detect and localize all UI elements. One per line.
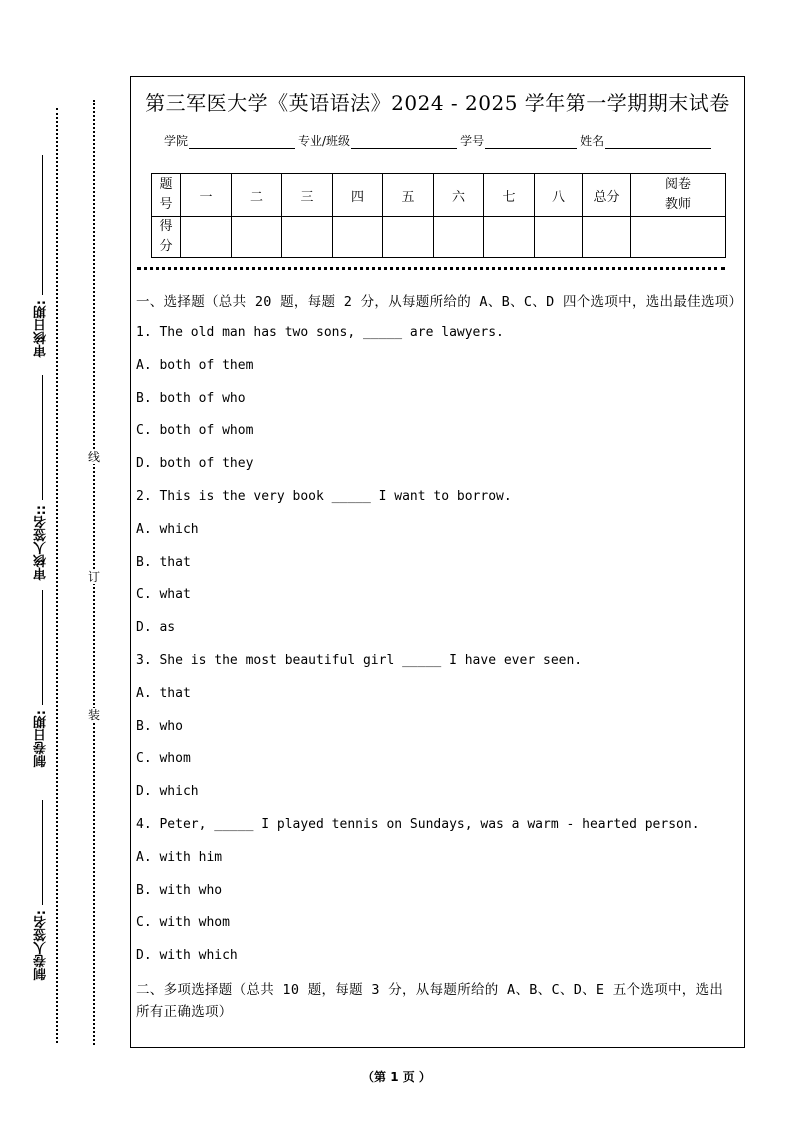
review-date-line — [42, 155, 43, 295]
major-class-label: 专业/班级 — [298, 134, 351, 148]
student-info-row — [164, 132, 714, 149]
score-cell-1[interactable] — [181, 217, 232, 258]
college-field[interactable] — [189, 136, 295, 149]
reviewer-signature-label: 审核人签名:: — [34, 505, 49, 581]
col-header-2: 二 — [232, 174, 282, 217]
option-b: B. that — [136, 554, 191, 570]
col-header-4: 四 — [333, 174, 383, 217]
option-a: A. with him — [136, 849, 223, 865]
section2-heading: 二、多项选择题（总共 10 题，每题 3 分，从每题所给的 A、B、C、D、E 五个选项中，选出所有正确选项） — [136, 981, 724, 1020]
name-label: 姓名 — [580, 134, 605, 148]
exam-content — [136, 291, 743, 1023]
score-cell-2[interactable] — [232, 217, 282, 258]
question-stem: 4. Peter, _____ I played tennis on Sundays, was a warm - hearted person. — [136, 816, 700, 832]
option-c: C. whom — [136, 751, 191, 767]
name-field[interactable] — [605, 136, 711, 149]
college-label: 学院 — [164, 134, 189, 148]
exam-frame — [130, 76, 745, 1048]
binding-char-line: 线 — [87, 450, 100, 464]
cut-line-left — [56, 108, 58, 1043]
option-c: C. both of whom — [136, 423, 254, 439]
score-cell-3[interactable] — [282, 217, 333, 258]
question-number-label-1: 题 — [159, 177, 173, 192]
section1-heading: 一、选择题（总共 20 题，每题 2 分，从每题所给的 A、B、C、D 四个选项中，选出最佳选项） — [136, 294, 743, 310]
reviewer-signature-line — [42, 375, 43, 500]
paper-maker-signature-label: 制卷人签名: — [34, 910, 49, 981]
option-b: B. who — [136, 718, 183, 734]
student-id-field[interactable] — [485, 136, 577, 149]
score-cell-8[interactable] — [535, 217, 583, 258]
paper-date-line — [42, 590, 43, 705]
score-table-header-row — [152, 174, 726, 217]
option-d: D. both of they — [136, 456, 254, 472]
col-header-6: 六 — [434, 174, 484, 217]
reviewer-label-2: 教师 — [664, 197, 691, 212]
option-a: A. that — [136, 685, 191, 701]
option-a: A. which — [136, 521, 199, 537]
score-cell-5[interactable] — [383, 217, 434, 258]
question-stem: 2. This is the very book _____ I want to borrow. — [136, 488, 512, 504]
col-header-5: 五 — [383, 174, 434, 217]
col-header-8: 八 — [535, 174, 583, 217]
option-d: D. with which — [136, 948, 238, 964]
option-b: B. with who — [136, 882, 223, 898]
score-table — [151, 173, 726, 258]
question-number-label-cell — [152, 174, 181, 217]
question-stem: 1. The old man has two sons, _____ are lawyers. — [136, 325, 504, 340]
score-cell-4[interactable] — [333, 217, 383, 258]
col-header-7: 七 — [484, 174, 535, 217]
review-date-label: 审核日期: — [34, 300, 49, 358]
binding-char-bind: 订 — [87, 570, 100, 584]
paper-date-label: 制卷日期: — [34, 710, 49, 768]
binding-char-pack: 装 — [87, 708, 100, 722]
score-cell-7[interactable] — [484, 217, 535, 258]
exam-title: 第三军医大学《英语语法》2024 - 2025 学年第一学期期末试卷 — [145, 91, 730, 115]
option-d: D. which — [136, 784, 199, 800]
score-label-1: 得 — [159, 219, 173, 234]
header-divider — [137, 267, 725, 270]
option-b: B. both of who — [136, 390, 246, 406]
reviewer-label-1: 阅卷 — [664, 177, 691, 192]
score-cell-total[interactable] — [583, 217, 631, 258]
option-c: C. with whom — [136, 915, 230, 931]
question-stem: 3. She is the most beautiful girl _____ I have ever seen. — [136, 652, 583, 668]
page-number: （第 1 页 ） — [362, 1070, 431, 1084]
question-number-label-2: 号 — [159, 197, 173, 212]
score-table-score-row — [152, 217, 726, 258]
col-header-1: 一 — [181, 174, 232, 217]
score-label-cell — [152, 217, 181, 258]
option-a: A. both of them — [136, 357, 254, 373]
reviewer-label-cell — [631, 174, 726, 217]
option-c: C. what — [136, 587, 191, 603]
col-header-3: 三 — [282, 174, 333, 217]
reviewer-signature-cell[interactable] — [631, 217, 726, 258]
col-header-total: 总分 — [583, 174, 631, 217]
score-label-2: 分 — [159, 239, 173, 254]
score-cell-6[interactable] — [434, 217, 484, 258]
paper-maker-signature-line — [42, 800, 43, 905]
option-d: D. as — [136, 620, 176, 636]
student-id-label: 学号 — [460, 134, 485, 148]
major-class-field[interactable] — [351, 136, 457, 149]
